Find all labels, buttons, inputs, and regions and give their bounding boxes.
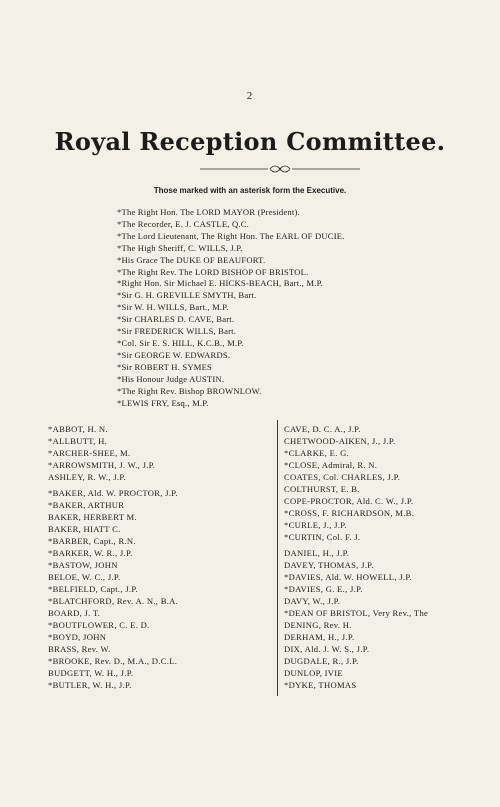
executive-list — [117, 207, 345, 409]
member-entry: CHETWOOD-AIKEN, J., J.P. — [284, 435, 396, 446]
executive-member: *The Right Rev. Bishop BROWNLOW. — [117, 385, 262, 396]
member-entry: *DEAN OF BRISTOL, Very Rev., The — [284, 607, 429, 618]
member-entry: COLTHURST, E. B. — [284, 483, 360, 494]
members-right-column — [284, 424, 428, 691]
member-entry: *ABBOT, H. N. — [48, 424, 108, 434]
member-entry: *BOUTFLOWER, C. E. D. — [48, 619, 150, 630]
member-entry: *BROOKE, Rev. D., M.A., D.C.L. — [48, 655, 178, 666]
executive-member: *Sir G. H. GREVILLE SMYTH, Bart. — [117, 290, 257, 301]
member-entry: ASHLEY, R. W., J.P. — [48, 471, 126, 482]
executive-member: *Col. Sir E. S. HILL, K.C.B., M.P. — [117, 337, 244, 348]
member-entry: DENING, Rev. H. — [284, 619, 352, 630]
member-entry: *ALLBUTT, H. — [48, 435, 108, 446]
member-entry: BAKER, HERBERT M. — [48, 512, 137, 523]
member-entry: DAVY, W., J.P. — [284, 595, 341, 606]
member-entry: DUNLOP, IVIE — [284, 667, 343, 678]
executive-member: *Sir W. H. WILLS, Bart., M.P. — [117, 302, 229, 313]
member-entry: *CROSS, F. RICHARDSON, M.B. — [284, 507, 415, 518]
executive-member: *The Lord Lieutenant, The Right Hon. The EARL OF DUCIE. — [117, 230, 345, 241]
column-divider — [277, 420, 278, 696]
member-entry: *DAVIES, G. E., J.P. — [284, 583, 363, 594]
member-entry: BAKER, HIATT C. — [48, 524, 121, 535]
member-entry: *CLOSE, Admiral, R. N. — [284, 459, 378, 470]
member-entry: *ARROWSMITH, J. W., J.P. — [48, 459, 156, 470]
member-entry: *BOYD, JOHN — [48, 631, 107, 642]
members-left-column — [48, 424, 178, 691]
ornament-divider-icon — [200, 164, 360, 174]
executive-member: *The Right Rev. The LORD BISHOP OF BRISTOL. — [117, 266, 309, 277]
executive-member: *Right Hon. Sir Michael E. HICKS-BEACH, Bart., M.P. — [117, 278, 323, 289]
member-entry: BELOE, W. C., J.P. — [48, 571, 121, 582]
member-entry: *BELFIELD, Capt., J.P. — [48, 583, 138, 594]
member-entry: *ARCHER-SHEE, M. — [48, 447, 131, 458]
executive-member: *LEWIS FRY, Esq., M.P. — [117, 397, 209, 408]
executive-member: *The High Sheriff, C. WILLS, J.P. — [117, 242, 243, 253]
member-entry: *CURLE, J., J.P. — [284, 519, 347, 530]
executive-member: *Sir FREDERICK WILLS, Bart. — [117, 326, 237, 337]
member-entry: DANIEL, H., J.P. — [284, 548, 350, 559]
member-entry: BRASS, Rev. W. — [48, 643, 111, 654]
executive-member: *His Grace The DUKE OF BEAUFORT. — [117, 254, 266, 265]
executive-member: *Sir CHARLES D. CAVE, Bart. — [117, 314, 235, 325]
member-entry: DIX, Ald. J. W. S., J.P. — [284, 643, 370, 654]
member-entry: *CLARKE, E. G. — [284, 447, 350, 458]
member-entry: *DYKE, THOMAS — [284, 679, 357, 690]
member-entry: *BLATCHFORD, Rev. A. N., B.A. — [48, 595, 179, 606]
member-entry: *BARKER, W. R., J.P. — [48, 548, 133, 559]
member-entry: *BAKER, Ald. W. PROCTOR, J.P. — [48, 488, 178, 499]
member-entry: DAVEY, THOMAS, J.P. — [284, 559, 374, 570]
executive-member: *The Recorder, E. J. CASTLE, Q.C. — [117, 218, 250, 229]
member-entry: *CURTIN, Col. F. J. — [284, 531, 361, 542]
member-entry: *BAKER, ARTHUR — [48, 500, 125, 511]
executive-member: *Sir GEORGE W. EDWARDS. — [117, 349, 231, 360]
member-entry: DERHAM, H., J.P. — [284, 631, 355, 642]
member-entry: BOARD, J. T. — [48, 607, 101, 618]
executive-member: *The Right Hon. The LORD MAYOR (President). — [117, 207, 300, 217]
member-entry: CAVE, D. C. A., J.P. — [284, 424, 361, 434]
member-entry: DUGDALE, R., J.P. — [284, 655, 359, 666]
executive-member: *Sir ROBERT H. SYMES — [117, 361, 213, 372]
page-number: 2 — [246, 90, 254, 102]
member-entry: *BUTLER, W. H., J.P. — [48, 679, 132, 690]
member-entry: *BARBER, Capt., R.N. — [48, 536, 136, 547]
member-entry: COATES, Col. CHARLES, J.P. — [284, 471, 401, 482]
member-entry: COPE-PROCTOR, Ald. C. W., J.P. — [284, 495, 414, 506]
executive-member: *His Honour Judge AUSTIN. — [117, 373, 225, 384]
page-title: Royal Reception Committee. — [54, 127, 446, 156]
member-entry: BUDGETT, W. H., J.P. — [48, 667, 134, 678]
executive-note: Those marked with an asterisk form the Executive. — [153, 186, 347, 195]
member-entry: *DAVIES, Ald. W. HOWELL, J.P. — [284, 571, 412, 582]
member-entry: *BASTOW, JOHN — [48, 559, 118, 570]
